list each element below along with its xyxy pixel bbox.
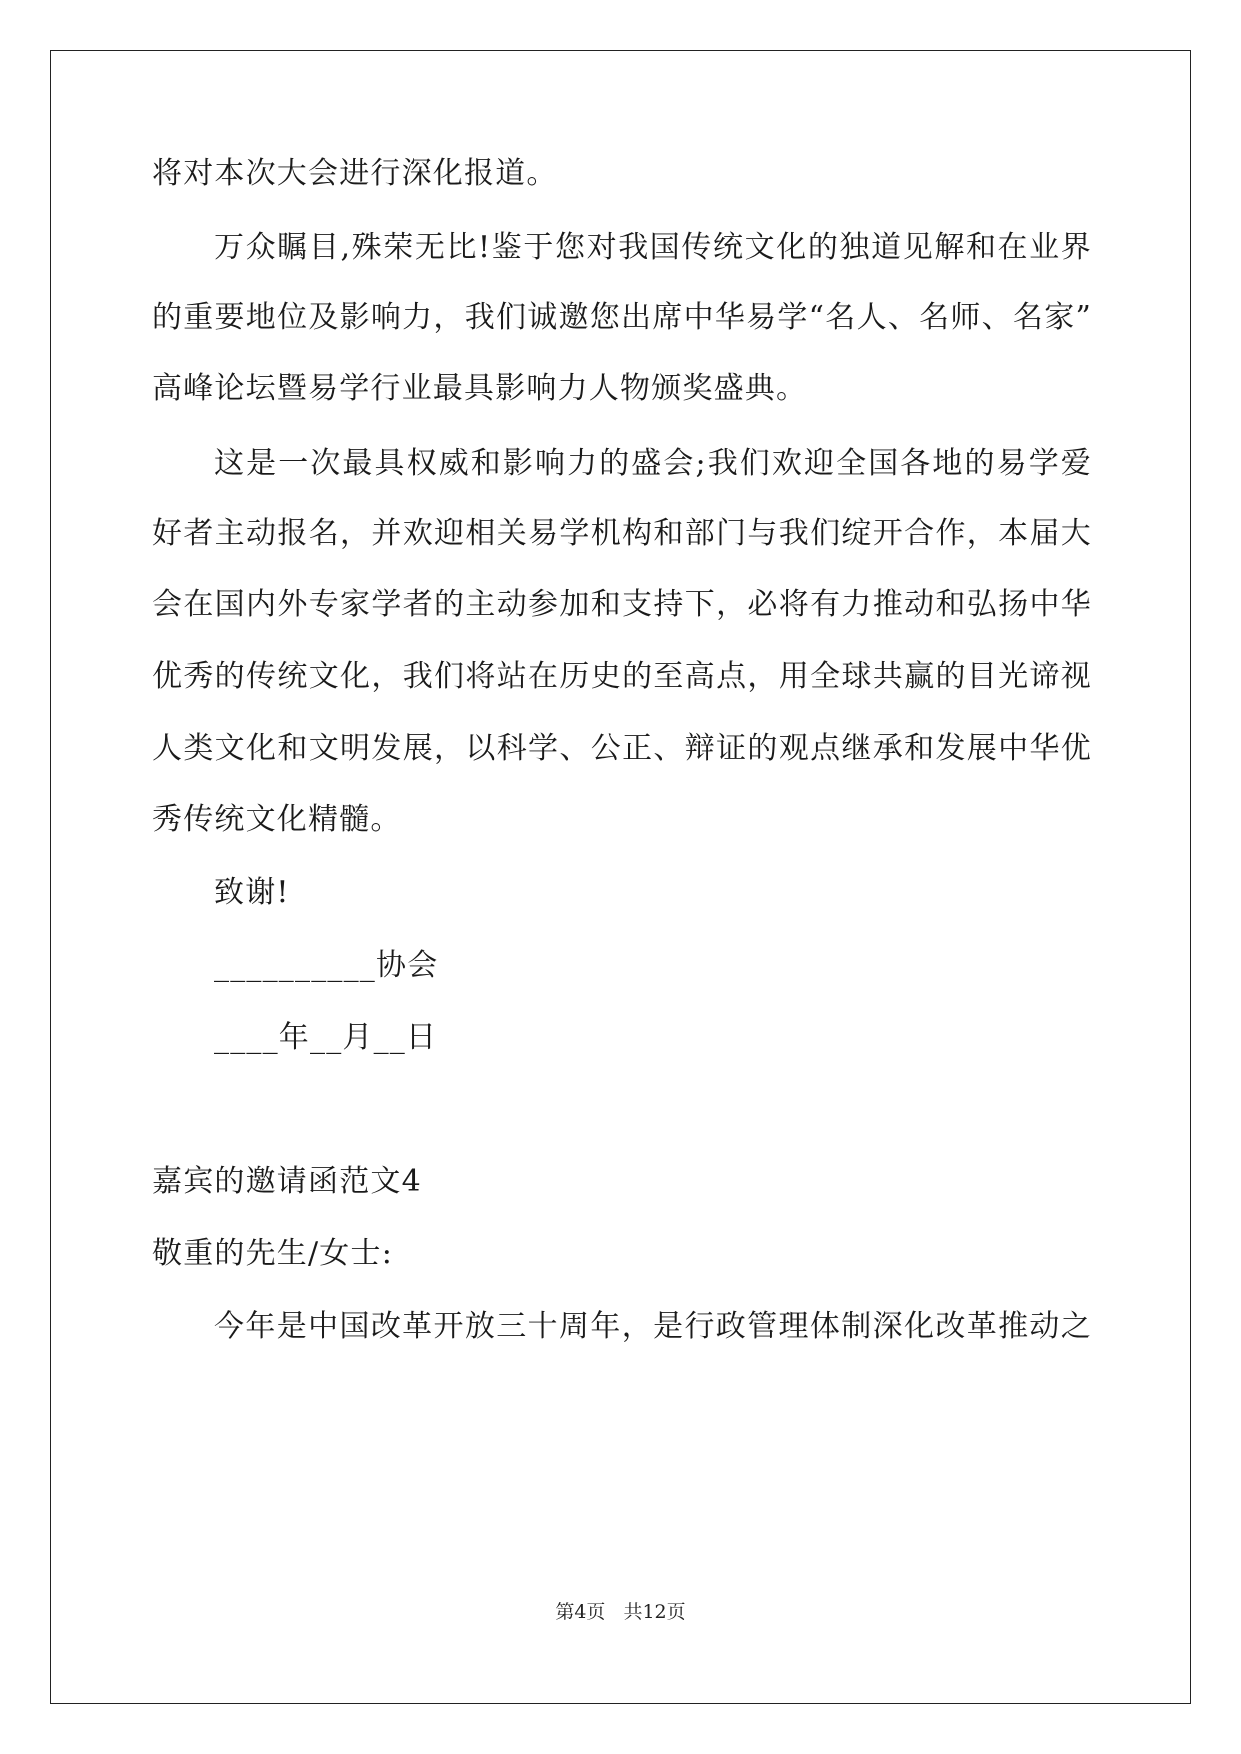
paragraph-line: 秀传统文化精髓。: [152, 802, 402, 837]
paragraph-line: 好者主动报名，并欢迎相关易学机构和部门与我们绽开合作，本届大: [152, 516, 1092, 551]
signature-association: __________协会: [214, 948, 439, 983]
paragraph-line: 优秀的传统文化，我们将站在历史的至高点，用全球共赢的目光谛视: [152, 659, 1092, 694]
signature-date: ____年__月__日: [214, 1020, 438, 1055]
page-number: 第4页: [555, 1601, 606, 1623]
paragraph-line: 将对本次大会进行深化报道。: [152, 156, 558, 191]
closing-thanks: 致谢!: [214, 875, 290, 910]
paragraph-line: 的重要地位及影响力，我们诚邀您出席中华易学“名人、名师、名家”: [152, 300, 1092, 335]
paragraph-line: 万众瞩目,殊荣无比!鉴于您对我国传统文化的独道见解和在业界: [214, 230, 1092, 265]
salutation: 敬重的先生/女士:: [152, 1236, 394, 1271]
paragraph-line: 这是一次最具权威和影响力的盛会;我们欢迎全国各地的易学爱: [214, 446, 1092, 481]
paragraph-line: 高峰论坛暨易学行业最具影响力人物颁奖盛典。: [152, 371, 808, 406]
page-total: 共12页: [623, 1601, 686, 1623]
section-title: 嘉宾的邀请函范文4: [152, 1164, 422, 1199]
paragraph-line: 会在国内外专家学者的主动参加和支持下，必将有力推动和弘扬中华: [152, 587, 1092, 622]
paragraph-line: 人类文化和文明发展，以科学、公正、辩证的观点继承和发展中华优: [152, 731, 1092, 766]
page-footer: [0, 1600, 1241, 1624]
paragraph-line: 今年是中国改革开放三十周年，是行政管理体制深化改革推动之: [214, 1309, 1092, 1344]
